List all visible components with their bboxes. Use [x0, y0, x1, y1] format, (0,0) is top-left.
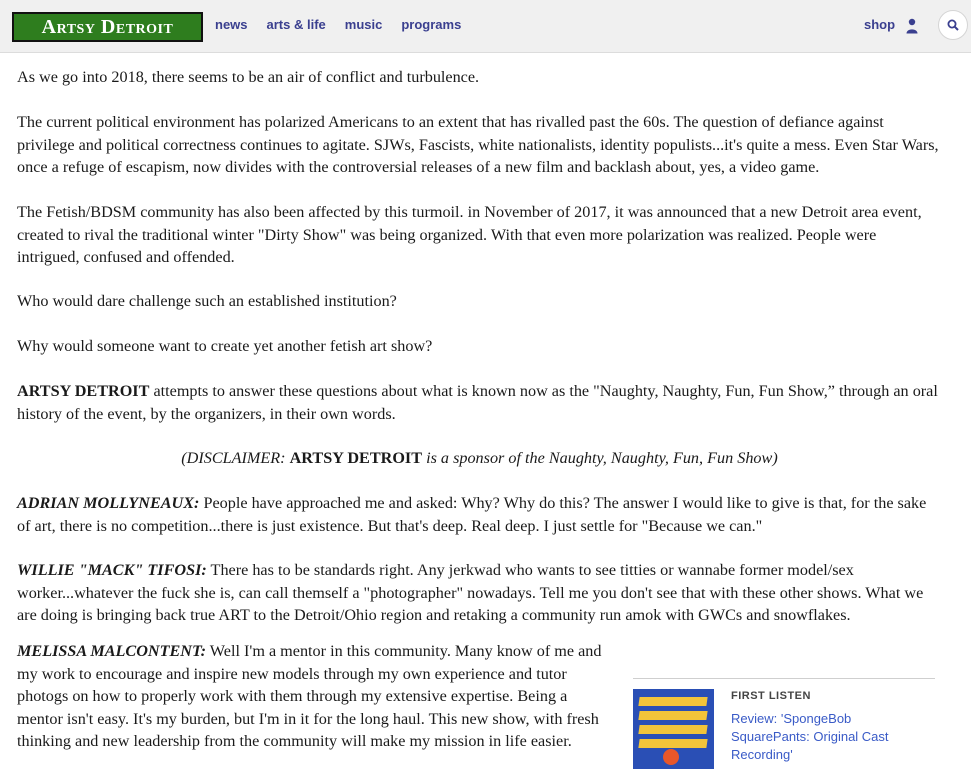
site-header — [0, 0, 971, 53]
nav-news[interactable]: news — [215, 17, 248, 32]
quote-text: People have approached me and asked: Why? Why do this? The answer I would like to give is that, for the sake of art, there is no competition...there is just existence. But that's deep. Real deep. I just settle for "Because we can." — [17, 494, 927, 535]
nav-programs[interactable]: programs — [401, 17, 462, 32]
thumb-stripe — [638, 711, 707, 720]
site-logo[interactable] — [12, 12, 203, 42]
disclaimer — [17, 447, 942, 470]
quote-adrian — [17, 492, 942, 537]
thumb-dot — [663, 749, 679, 765]
article-paragraph — [17, 380, 942, 425]
album-cover-image[interactable] — [633, 689, 714, 769]
speaker-name: WILLIE "MACK" TIFOSI: — [17, 561, 207, 579]
site-logo-text: Artsy Detroit — [41, 15, 174, 38]
thumb-stripe — [638, 697, 707, 706]
related-teaser[interactable] — [633, 678, 935, 762]
quote-melissa — [17, 640, 617, 753]
speaker-name: ADRIAN MOLLYNEAUX: — [17, 494, 200, 512]
thumb-stripe — [638, 725, 707, 734]
teaser-kicker: FIRST LISTEN — [731, 690, 811, 702]
nav-arts-life[interactable]: arts & life — [266, 17, 326, 32]
article-paragraph: Who would dare challenge such an established institution? — [17, 292, 397, 310]
search-icon — [947, 19, 959, 31]
teaser-title-link[interactable]: Review: 'SpongeBob SquarePants: Original Cast Recording' — [731, 711, 889, 762]
article-paragraph: The Fetish/BDSM community has also been affected by this turmoil. in November of 2017, it was announced that a new Detroit area event, created to rival the traditional winter "Dirty Show" was being organized. With that even more polarization was realized. People were intrigued, confused and offended. — [17, 203, 922, 266]
article-paragraph: The current political environment has polarized Americans to an extent that has rivalled past the 60s. The question of defiance against privilege and political correctness continues to agitate. SJWs, Fascists, white nationalists, identity populists...it's quite a mess. Even Star Wars, once a refuge of escapism, now divides with the controversial releases of a new film and backlash about, yes, a video game. — [17, 113, 939, 176]
main-nav — [215, 17, 480, 32]
brand-name: ARTSY DETROIT — [17, 382, 150, 400]
article-paragraph: Why would someone want to create yet another fetish art show? — [17, 337, 433, 355]
quote-text: Well I'm a mentor in this community. Many know of me and my work to encourage and inspire new models through my own experience and tutor photogs on how to properly work with them through my extensive expertise. Being a mentor isn't easy. It's my burden, but I'm in it for the long haul. This new show, with fresh thinking and new leadership from the community will make my mission in life easier. — [17, 642, 602, 750]
disclaimer-brand: ARTSY DETROIT — [289, 449, 423, 467]
disclaimer-text: is a sponsor of the Naughty, Naughty, Fun, Fun Show) — [422, 449, 778, 467]
disclaimer-open: (DISCLAIMER: — [181, 449, 290, 467]
paragraph-text: attempts to answer these questions about what is known now as the "Naughty, Naughty, Fun, Fun Show,” through an oral history of the event, by the organizers, in their own words. — [17, 382, 938, 423]
article-paragraph: As we go into 2018, there seems to be an air of conflict and turbulence. — [17, 68, 480, 86]
speaker-name: MELISSA MALCONTENT: — [17, 642, 207, 660]
thumb-stripe — [638, 739, 707, 748]
user-icon[interactable] — [906, 18, 918, 34]
quote-text: There has to be standards right. Any jerkwad who wants to see titties or wannabe former model/sex worker...whatever the fuck she is, can call themself a "photographer" nowadays. Tell me you don't see that with these other shows. What we are doing is bringing back true ART to the Detroit/Ohio region and retaking a community run amok with GWCs and snowflakes. — [17, 561, 924, 624]
nav-music[interactable]: music — [344, 17, 383, 32]
shop-link[interactable]: shop — [864, 17, 896, 32]
quote-willie — [17, 559, 942, 627]
search-button[interactable] — [938, 10, 968, 40]
